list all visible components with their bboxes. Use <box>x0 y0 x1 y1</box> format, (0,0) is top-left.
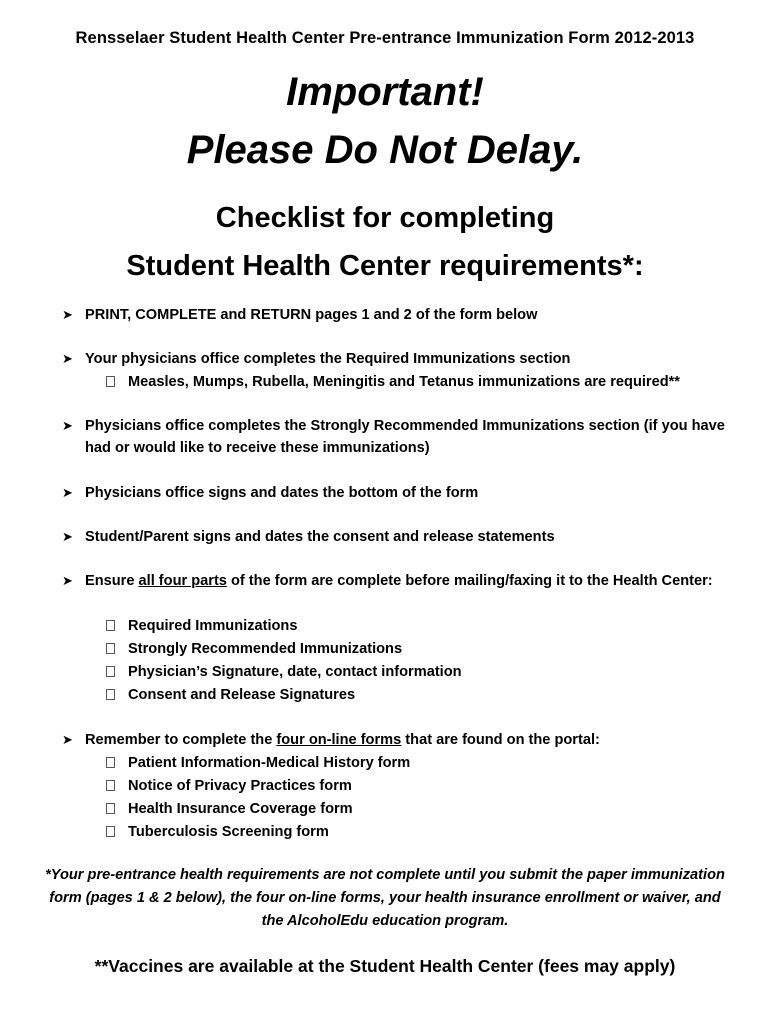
checkbox-icon <box>106 757 115 768</box>
arrow-bullet-icon: ➤ <box>62 307 73 322</box>
arrow-bullet-icon: ➤ <box>62 573 73 588</box>
sub-item-label: Physician’s Signature, date, contact information <box>128 664 462 680</box>
sub-item-part <box>106 615 746 637</box>
checklist-item-four-parts <box>62 570 742 592</box>
sub-item-part <box>106 638 746 660</box>
vaccines-availability-note: **Vaccines are available at the Student Health Center (fees may apply) <box>94 956 676 976</box>
sub-item-required-vaccines <box>106 371 746 393</box>
four-online-forms-emphasis: four on-line forms <box>276 732 402 748</box>
checklist-item-print <box>62 304 742 326</box>
sub-item-label: Patient Information-Medical History form <box>128 755 411 771</box>
checkbox-icon <box>106 689 115 700</box>
checklist-heading-line1: Checklist for completing <box>215 202 555 234</box>
checklist-item-student-signs <box>62 526 742 548</box>
arrow-bullet-icon: ➤ <box>62 732 73 747</box>
sub-item-label: Tuberculosis Screening form <box>128 824 329 840</box>
sub-item-part <box>106 684 746 706</box>
checklist-item-text: PRINT, COMPLETE and RETURN pages 1 and 2 of the form below <box>85 307 538 323</box>
sub-item-label: Required Immunizations <box>128 618 298 634</box>
checklist-item-online-forms <box>62 729 742 751</box>
sub-item-label: Measles, Mumps, Rubella, Meningitis and Tetanus immunizations are required** <box>128 374 680 390</box>
checklist-item-recommended-immunizations <box>62 415 742 459</box>
checklist-item-physician-signs <box>62 482 742 504</box>
checkbox-icon <box>106 803 115 814</box>
checkbox-icon <box>106 620 115 631</box>
checkbox-icon <box>106 780 115 791</box>
sub-item-label: Consent and Release Signatures <box>128 687 356 703</box>
checkbox-icon <box>106 643 115 654</box>
arrow-bullet-icon: ➤ <box>62 529 73 544</box>
sub-item-online-form <box>106 775 746 797</box>
checklist-heading-line2: Student Health Center requirements*: <box>126 250 644 282</box>
checklist-item-text: Remember to complete the four on-line forms that are found on the portal: <box>85 732 600 748</box>
do-not-delay-heading: Please Do Not Delay. <box>186 128 584 172</box>
checklist-item-required-immunizations <box>62 348 742 370</box>
requirements-footnote: *Your pre-entrance health requirements are not complete until you submit the paper immunization form (pages 1 & 2 below), the four on-line forms, your health insurance enrollment or waiver, and the AlcoholEdu education program. <box>45 867 725 929</box>
sub-item-online-form <box>106 798 746 820</box>
form-header-title: Rensselaer Student Health Center Pre-entrance Immunization Form 2012-2013 <box>75 29 695 47</box>
sub-item-label: Notice of Privacy Practices form <box>128 778 352 794</box>
checkbox-icon <box>106 666 115 677</box>
sub-item-label: Health Insurance Coverage form <box>128 801 353 817</box>
arrow-bullet-icon: ➤ <box>62 418 73 433</box>
checklist-item-text: Student/Parent signs and dates the consent and release statements <box>85 529 555 545</box>
checklist-item-text: Physicians office signs and dates the bottom of the form <box>85 485 479 501</box>
arrow-bullet-icon: ➤ <box>62 351 73 366</box>
checklist-item-text: Ensure all four parts of the form are complete before mailing/faxing it to the Health Center: <box>85 573 713 589</box>
all-four-parts-emphasis: all four parts <box>138 573 227 589</box>
sub-item-part <box>106 661 746 683</box>
sub-item-online-form <box>106 821 746 843</box>
checkbox-icon <box>106 376 115 387</box>
checklist-item-text: Physicians office completes the Strongly Recommended Immunizations section (if you have had or would like to receive these immunizations) <box>85 418 725 456</box>
arrow-bullet-icon: ➤ <box>62 485 73 500</box>
sub-item-label: Strongly Recommended Immunizations <box>128 641 403 657</box>
checkbox-icon <box>106 826 115 837</box>
checklist-item-text: Your physicians office completes the Required Immunizations section <box>85 351 571 367</box>
important-heading: Important! <box>286 70 484 114</box>
sub-item-online-form <box>106 752 746 774</box>
